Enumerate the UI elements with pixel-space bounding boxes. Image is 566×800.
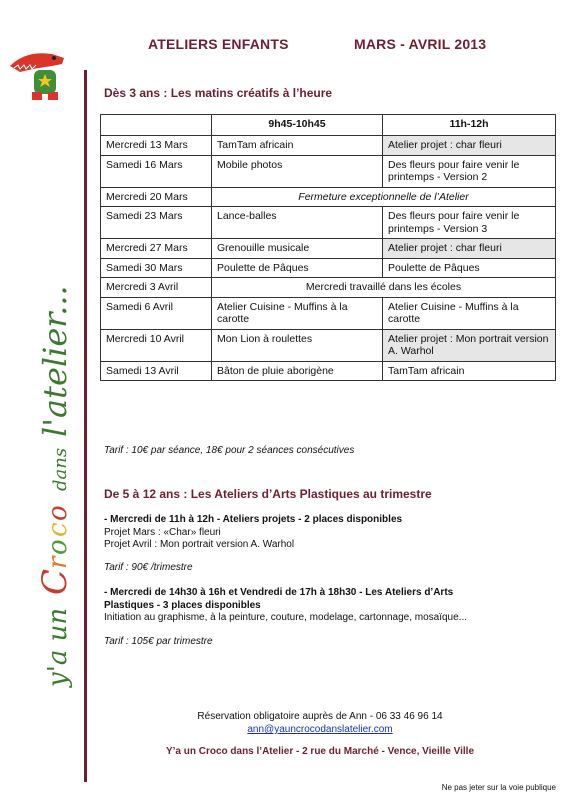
block1-line: Projet Mars : «Char» fleuri <box>104 526 221 538</box>
table-header-slot2: 11h-12h <box>383 115 556 136</box>
svg-text:l'atelier...: l'atelier... <box>36 285 74 437</box>
table-row <box>101 361 556 381</box>
footer-address: Y’a un Croco dans l’Atelier - 2 rue du Marché - Vence, Vieille Ville <box>165 746 475 757</box>
block1-title: - Mercredi de 11h à 12h - Ateliers projets - 2 places disponibles <box>104 514 403 525</box>
table-cell: TamTam africain <box>383 361 556 381</box>
svg-text:o: o <box>43 505 73 521</box>
footer-reservation: Réservation obligatoire auprès de Ann - 06 33 46 96 14 <box>197 711 443 722</box>
table-cell: Atelier projet : char fleuri <box>383 136 556 156</box>
table-cell: Poulette de Pâques <box>383 258 556 278</box>
svg-text:r: r <box>43 556 73 569</box>
table-cell-date: Samedi 16 Mars <box>101 155 212 187</box>
table-cell: Atelier Cuisine - Muffins à la carotte <box>212 297 383 329</box>
tarif-section2a: Tarif : 90€ /trimestre <box>104 562 193 573</box>
table-cell: Poulette de Pâques <box>212 258 383 278</box>
block1-line: Projet Avril : Mon portrait version A. Warhol <box>104 539 295 550</box>
svg-text:y'a un: y'a un <box>43 607 73 687</box>
table-cell-date: Mercredi 20 Mars <box>101 187 212 207</box>
svg-text:c: c <box>43 522 73 537</box>
svg-text:dans: dans <box>50 447 71 491</box>
block2-line: Initiation au graphisme, à la peinture, couture, modelage, cartonnage, mosaïque... <box>104 612 468 623</box>
table-header-row <box>101 115 556 136</box>
vertical-logo-icon <box>30 172 80 692</box>
tarif-section2b: Tarif : 105€ par trimestre <box>104 636 213 647</box>
block2-title: - Mercredi de 14h30 à 16h et Vendredi de 17h à 18h30 - Les Ateliers d’Arts <box>104 587 454 598</box>
table-cell: Lance-balles <box>212 207 383 239</box>
table-cell: Des fleurs pour faire venir le printemps - Version 2 <box>383 155 556 187</box>
table-cell-date: Samedi 13 Avril <box>101 361 212 381</box>
table-header-empty <box>101 115 212 136</box>
table-cell-date: Mercredi 3 Avril <box>101 278 212 298</box>
title-right: MARS - AVRIL 2013 <box>354 36 487 52</box>
table-row <box>101 278 556 298</box>
table-cell: Mon Lion à roulettes <box>212 329 383 361</box>
table-cell: Mobile photos <box>212 155 383 187</box>
table-cell-merged: Mercredi travaillé dans les écoles <box>212 278 556 298</box>
table-cell-date: Samedi 23 Mars <box>101 207 212 239</box>
table-header-slot1: 9h45-10h45 <box>212 115 383 136</box>
table-cell: TamTam africain <box>212 136 383 156</box>
schedule-table <box>100 114 556 381</box>
title-left: ATELIERS ENFANTS <box>148 36 289 52</box>
table-row <box>101 329 556 361</box>
table-row <box>101 187 556 207</box>
footer-email-wrap <box>84 724 556 735</box>
footer-notice: Ne pas jeter sur la voie publique <box>441 783 556 792</box>
page-title <box>148 36 487 52</box>
table-cell-date: Mercredi 10 Avril <box>101 329 212 361</box>
table-row <box>101 136 556 156</box>
svg-text:o: o <box>43 539 73 555</box>
table-row <box>101 155 556 187</box>
table-cell: Bâton de pluie aborigène <box>212 361 383 381</box>
tarif-section1: Tarif : 10€ par séance, 18€ pour 2 séances consécutives <box>104 445 355 456</box>
table-cell-merged: Fermeture exceptionnelle de l’Atelier <box>212 187 556 207</box>
section2-block1 <box>104 514 402 552</box>
table-cell: Grenouille musicale <box>212 239 383 259</box>
table-cell-date: Samedi 30 Mars <box>101 258 212 278</box>
table-row <box>101 207 556 239</box>
table-cell: Atelier projet : char fleuri <box>383 239 556 259</box>
block2-title-cont: Plastiques - 3 places disponibles <box>104 599 261 611</box>
croco-mascot-icon <box>6 46 72 106</box>
table-row <box>101 258 556 278</box>
table-cell: Des fleurs pour faire venir le printemps - Version 3 <box>383 207 556 239</box>
vertical-divider <box>84 70 87 782</box>
table-cell-date: Mercredi 27 Mars <box>101 239 212 259</box>
table-row <box>101 239 556 259</box>
table-cell: Atelier Cuisine - Muffins à la carotte <box>383 297 556 329</box>
email-link[interactable]: ann@yauncrocodanslatelier.com <box>247 724 393 735</box>
section2-heading: De 5 à 12 ans : Les Ateliers d’Arts Plastiques au trimestre <box>104 487 432 501</box>
section1-heading: Dès 3 ans : Les matins créatifs à l’heure <box>104 86 333 100</box>
table-cell: Atelier projet : Mon portrait version A. Warhol <box>383 329 556 361</box>
table-cell-date: Samedi 6 Avril <box>101 297 212 329</box>
section2-block2 <box>104 587 467 625</box>
table-row <box>101 297 556 329</box>
svg-text:C: C <box>35 568 75 595</box>
table-cell-date: Mercredi 13 Mars <box>101 136 212 156</box>
